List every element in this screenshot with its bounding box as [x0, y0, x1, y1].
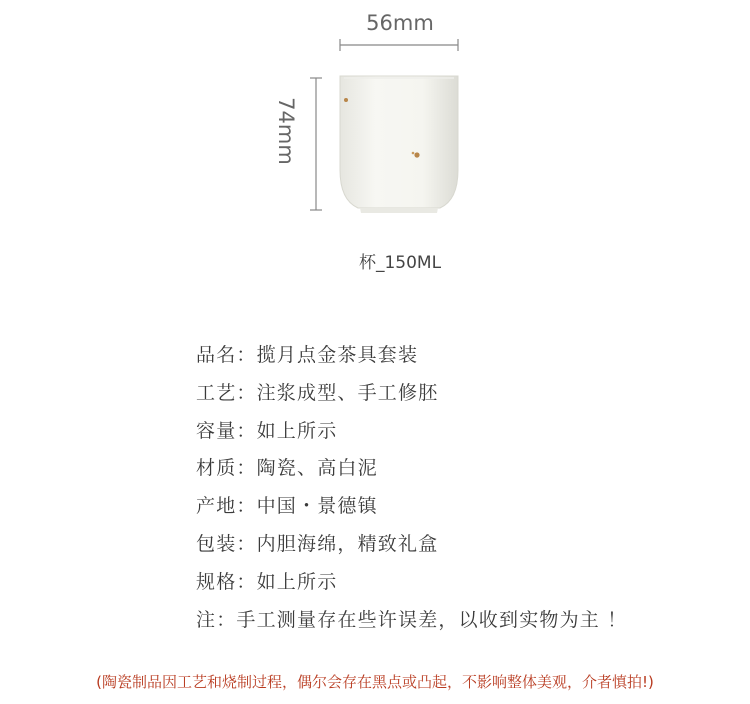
width-dimension-label: 56mm — [366, 11, 434, 35]
cup — [340, 76, 458, 213]
spec-item-capacity: 容量：如上所示 — [196, 419, 338, 442]
gold-dot — [344, 98, 348, 102]
disclaimer-notice: (陶瓷制品因工艺和烧制过程，偶尔会存在黑点或凸起，不影响整体美观，介者慎拍!) — [96, 673, 654, 691]
spec-item-note: 注：手工测量存在些许误差，以收到实物为主 ！ — [196, 608, 628, 631]
spec-item-name: 品名：揽月点金茶具套装 — [196, 344, 419, 366]
spec-item-material: 材质：陶瓷、高白泥 — [196, 457, 378, 480]
spec-item-packaging: 包装：内胆海绵，精致礼盒 — [196, 532, 439, 555]
height-dimension-line — [310, 78, 322, 210]
spec-list — [196, 343, 627, 645]
cup-caption: 杯_150ML — [358, 253, 442, 273]
spec-item-size: 规格：如上所示 — [196, 570, 338, 593]
width-dimension-line — [340, 39, 458, 51]
spec-item-craft: 工艺：注浆成型、手工修胚 — [196, 381, 439, 404]
height-dimension-label: 74mm — [274, 97, 298, 165]
product-illustration — [300, 30, 500, 230]
gold-dot — [412, 152, 415, 155]
gold-dot — [414, 152, 419, 157]
spec-item-origin: 产地：中国・景德镇 — [196, 495, 378, 518]
